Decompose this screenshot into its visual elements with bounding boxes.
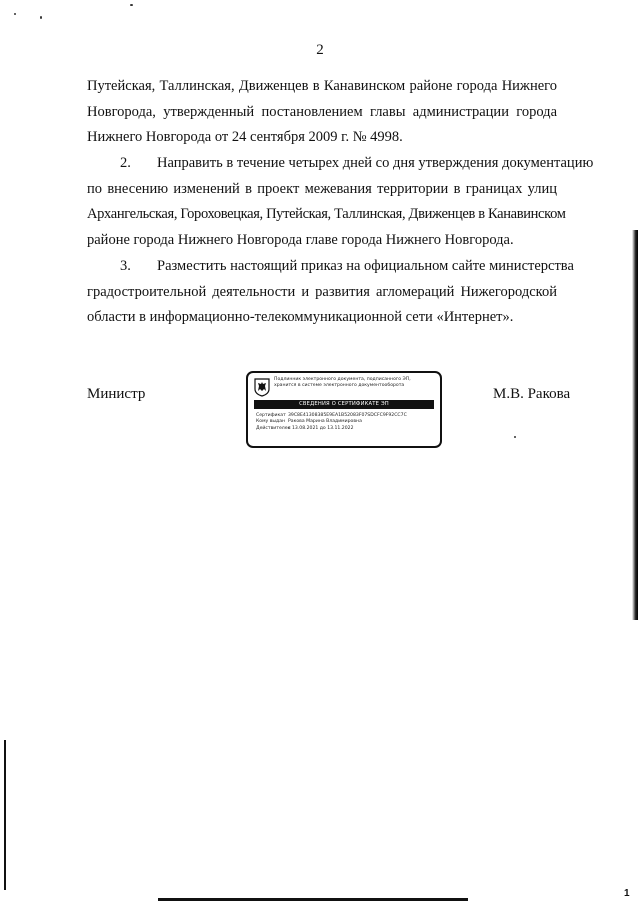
certificate-label: Сертификат — [256, 413, 286, 418]
paragraph-line: районе города Нижнего Новгорода главе города Нижнего Новгорода. — [87, 231, 514, 248]
paragraph-line: градостроительной деятельности и развития агломераций Нижегородской — [87, 283, 557, 300]
item-number: 3. — [120, 258, 131, 274]
e-signature-stamp — [246, 371, 442, 448]
stamp-header — [274, 377, 440, 388]
paragraph-line: Новгорода, утвержденный постановлением главы администрации города — [87, 103, 557, 120]
scan-bottom-line — [158, 898, 468, 901]
paragraph-3 — [87, 254, 574, 331]
paragraph-2 — [87, 151, 594, 253]
paragraph-line: по внесению изменений в проект межевания территории в границах улиц — [87, 180, 557, 197]
corner-mark: 1 — [624, 888, 630, 899]
signature-position: Министр — [87, 386, 146, 402]
signature-name: М.В. Ракова — [493, 386, 571, 402]
paragraph-line: Разместить настоящий приказ на официальном сайте министерства — [157, 258, 574, 274]
issued-to-label: Кому выдан — [256, 419, 286, 425]
page-number: 2 — [316, 42, 324, 58]
paragraph-line: Направить в течение четырех дней со дня утверждения документацию — [157, 155, 594, 171]
scan-speck — [40, 16, 42, 19]
valid-label: Действителен — [256, 425, 291, 431]
paragraph-line: Путейская, Таллинская, Движенцев в Канавинском районе города Нижнего — [87, 78, 557, 94]
paragraph-line: Нижнего Новгорода от 24 сентября 2009 г. № 4998. — [87, 129, 403, 145]
scan-edge-right — [632, 230, 638, 620]
scan-speck — [130, 4, 133, 6]
paragraph-1 — [87, 74, 557, 151]
certificate-value: 39C8E41308385E9EA1B52083F07SDCFC9F92CC7C — [288, 413, 407, 418]
stamp-header-line: хранится в системе электронного документооборота — [274, 382, 405, 388]
scan-edge-left — [4, 740, 6, 890]
item-number: 2. — [120, 155, 131, 171]
valid-value: с 13.08.2021 до 13.11.2022 — [288, 425, 354, 431]
stamp-details — [256, 413, 407, 432]
stamp-banner: СВЕДЕНИЯ О СЕРТИФИКАТЕ ЭП — [254, 400, 434, 409]
scan-speck — [14, 13, 16, 15]
issued-to-value: Ракова Марина Владимировна — [288, 419, 362, 425]
scan-speck — [514, 436, 516, 438]
paragraph-line: Архангельская, Гороховецкая, Путейская, Таллинская, Движенцев в Канавинском — [87, 206, 566, 222]
paragraph-line: области в информационно-телекоммуникационной сети «Интернет». — [87, 309, 514, 325]
stamp-header-line: Подлинник электронного документа, подписанного ЭП, — [274, 377, 411, 382]
coat-of-arms-icon — [254, 378, 270, 397]
